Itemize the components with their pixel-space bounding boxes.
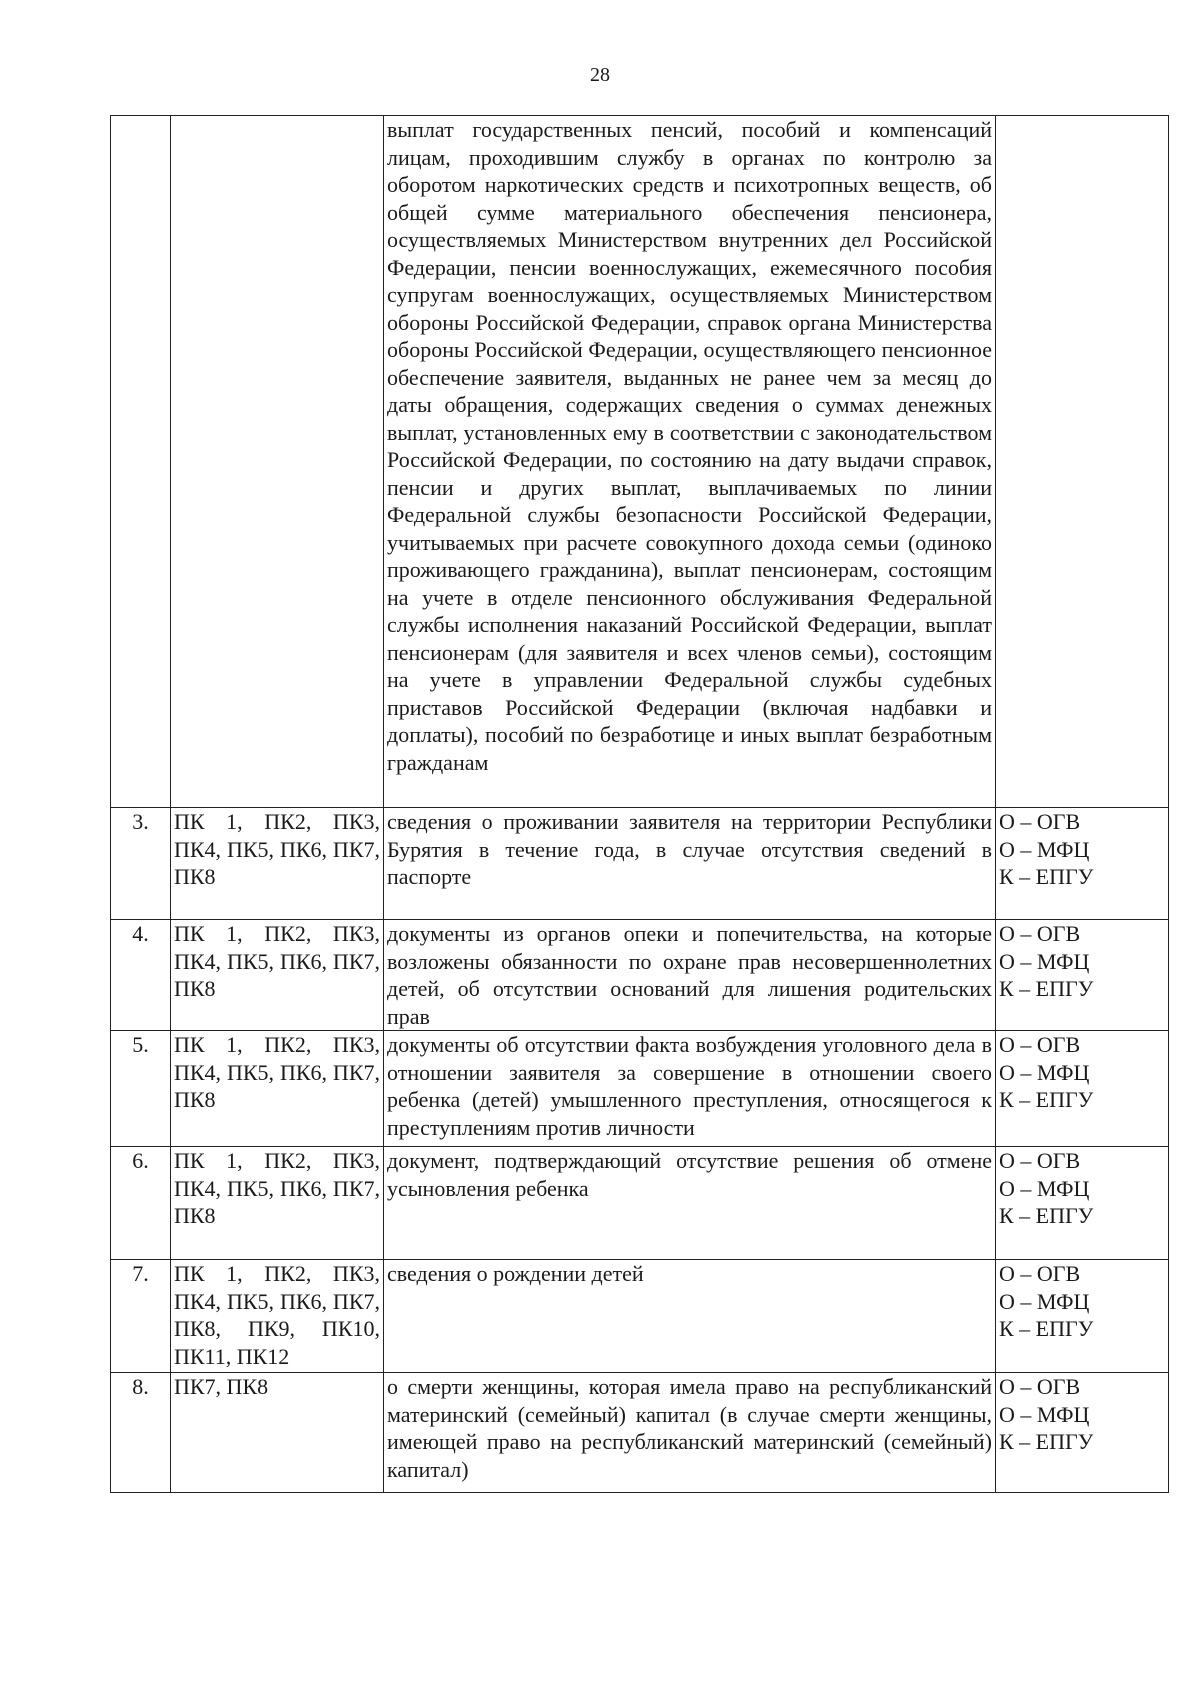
row-document-description: сведения о рождении детей <box>384 1260 996 1373</box>
row-document-description: выплат государственных пенсий, пособий и компенсаций лицам, проходившим службу в органах по контролю за оборотом наркотических средств и психотропных веществ, об общей сумме материального обеспечения пенсионера, осуществляемых Министерством внутренних дел Российской Федерации, пенсии военнослужащих, ежемесячного пособия супругам военнослужащих, осуществляемых Министерством обороны Российской Федерации, справок органа Министерства обороны Российской Федерации, осуществляющего пенсионное обеспечение заявителя, выданных не ранее чем за месяц до даты обращения, содержащих сведения о суммах денежных выплат, установленных ему в соответствии с законодательством Российской Федерации, по состоянию на дату выдачи справок, пенсии и других выплат, выплачиваемых по линии Федеральной службы безопасности Российской Федерации, учитываемых при расчете совокупного дохода семьи (одиноко проживающего гражданина), выплат пенсионерам, состоящим на учете в отделе пенсионного обслуживания Федеральной службы исполнения наказаний Российской Федерации, выплат пенсионерам (для заявителя и всех членов семьи), состоящим на учете в управлении Федеральной службы судебных приставов Российской Федерации (включая надбавки и доплаты), пособий по безработице и иных выплат безработным гражданам <box>384 116 996 808</box>
documents-table <box>110 115 1169 1493</box>
row-competencies: ПК 1, ПК2, ПК3, ПК4, ПК5, ПК6, ПК7, ПК8 <box>171 808 384 920</box>
row-competencies: ПК 1, ПК2, ПК3, ПК4, ПК5, ПК6, ПК7, ПК8 <box>171 1031 384 1147</box>
row-document-description: о смерти женщины, которая имела право на республиканский материнский (семейный) капитал (в случае смерти женщины, имеющей право на республиканский материнский (семейный) капитал) <box>384 1373 996 1493</box>
row-document-description: документ, подтверждающий отсутствие решения об отмене усыновления ребенка <box>384 1147 996 1260</box>
table-row <box>111 1147 1169 1260</box>
row-competencies: ПК 1, ПК2, ПК3, ПК4, ПК5, ПК6, ПК7, ПК8 <box>171 920 384 1031</box>
row-source-codes: О – ОГВ О – МФЦ К – ЕПГУ <box>996 920 1169 1031</box>
row-number <box>111 116 171 808</box>
row-source-codes: О – ОГВ О – МФЦ К – ЕПГУ <box>996 808 1169 920</box>
row-competencies: ПК 1, ПК2, ПК3, ПК4, ПК5, ПК6, ПК7, ПК8 <box>171 1147 384 1260</box>
row-number: 6. <box>111 1147 171 1260</box>
table-row <box>111 1373 1169 1493</box>
row-competencies: ПК 1, ПК2, ПК3, ПК4, ПК5, ПК6, ПК7, ПК8, ПК9, ПК10, ПК11, ПК12 <box>171 1260 384 1373</box>
row-number: 3. <box>111 808 171 920</box>
row-document-description: документы об отсутствии факта возбуждения уголовного дела в отношении заявителя за совершение в отношении своего ребенка (детей) умышленного преступления, относящегося к преступлениям против личности <box>384 1031 996 1147</box>
row-source-codes: О – ОГВ О – МФЦ К – ЕПГУ <box>996 1147 1169 1260</box>
row-competencies: ПК7, ПК8 <box>171 1373 384 1493</box>
row-source-codes: О – ОГВ О – МФЦ К – ЕПГУ <box>996 1260 1169 1373</box>
page-number: 28 <box>590 64 610 86</box>
row-competencies <box>171 116 384 808</box>
row-number: 7. <box>111 1260 171 1373</box>
table-row <box>111 1260 1169 1373</box>
row-source-codes: О – ОГВ О – МФЦ К – ЕПГУ <box>996 1031 1169 1147</box>
row-number: 8. <box>111 1373 171 1493</box>
row-number: 4. <box>111 920 171 1031</box>
table-row <box>111 808 1169 920</box>
row-document-description: сведения о проживании заявителя на территории Республики Бурятия в течение года, в случае отсутствия сведений в паспорте <box>384 808 996 920</box>
row-number: 5. <box>111 1031 171 1147</box>
table-row <box>111 116 1169 808</box>
table-row <box>111 920 1169 1031</box>
row-source-codes: О – ОГВ О – МФЦ К – ЕПГУ <box>996 1373 1169 1493</box>
table-row <box>111 1031 1169 1147</box>
row-document-description: документы из органов опеки и попечительства, на которые возложены обязанности по охране прав несовершеннолетних детей, об отсутствии оснований для лишения родительских прав <box>384 920 996 1031</box>
row-source-codes <box>996 116 1169 808</box>
